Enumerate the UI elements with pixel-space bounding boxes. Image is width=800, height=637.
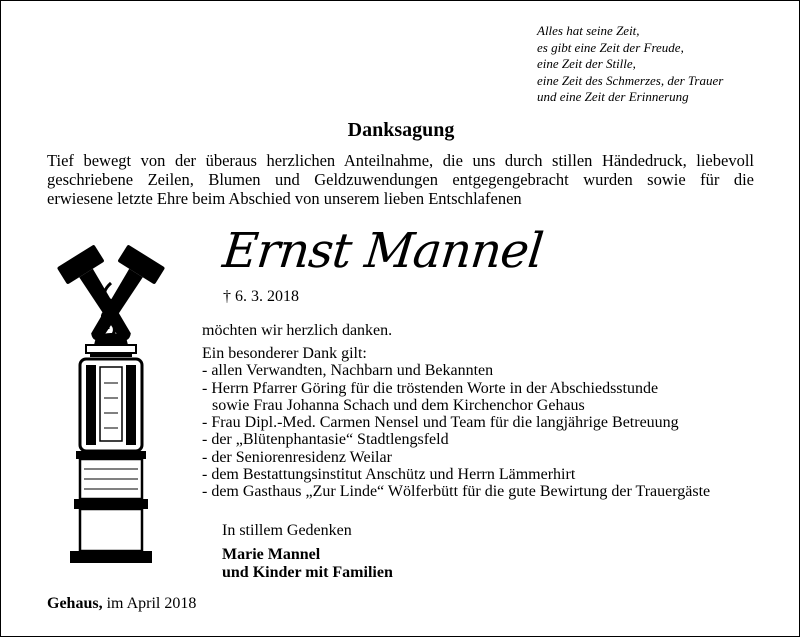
poem-line: Alles hat seine Zeit, [537,23,640,38]
special-thanks [202,345,710,501]
list-item: - der Seniorenresidenz Weilar [202,448,392,466]
list-item: - Frau Dipl.-Med. Carmen Nensel und Team für die langjährige Betreuung [202,414,679,432]
list-item: - dem Bestattungsinstitut Anschütz und Herrn Lämmerhirt [202,466,576,484]
intro-text [47,151,754,208]
list-item: sowie Frau Johanna Schach und dem Kirchenchor Gehaus [212,396,585,414]
thanks-line: möchten wir herzlich danken. [202,322,393,339]
memory-line: In stillem Gedenken [222,522,352,539]
hammer-and-pick-with-miners-lamp-icon [56,233,166,583]
place-date: im April 2018 [106,595,197,612]
intro-line: geschriebene Zeilen, Blumen und Geldzuwendungen entgegengebracht wurden sowie für die [47,170,754,189]
signers [222,546,393,582]
list-item: - Herrn Pfarrer Göring für die tröstenden Worte in der Abschiedsstunde [202,379,659,397]
place-town: Gehaus, [47,595,103,612]
poem-line: es gibt eine Zeit der Freude, [537,39,684,55]
signer-line: und Kinder mit Familien [222,564,393,581]
special-thanks-title: Ein besonderer Dank gilt: [202,345,367,362]
list-item: - dem Gasthaus „Zur Linde“ Wölferbütt für die gute Bewirtung der Trauergäste [202,483,711,501]
poem-line: eine Zeit des Schmerzes, der Trauer [537,72,724,88]
page-title: Danksagung [347,119,455,141]
poem-line: und eine Zeit der Erinnerung [537,89,689,104]
place-and-date [47,595,196,613]
intro-line: erwiesene letzte Ehre beim Abschied von unserem lieben Entschlafenen [47,189,522,208]
list-item: - der „Blütenphantasie“ Stadtlengsfeld [202,431,449,449]
deceased-name: Ernst Mannel [220,223,546,279]
poem [537,23,723,106]
intro-line: Tief bewegt von der überaus herzlichen Anteilnahme, die uns durch stillen Händedruck, liebevoll [47,151,754,170]
list-item: - allen Verwandten, Nachbarn und Bekannten [202,362,494,380]
death-date: † 6. 3. 2018 [223,288,299,305]
poem-line: eine Zeit der Stille, [537,56,636,71]
signer-line: Marie Mannel [222,546,321,563]
